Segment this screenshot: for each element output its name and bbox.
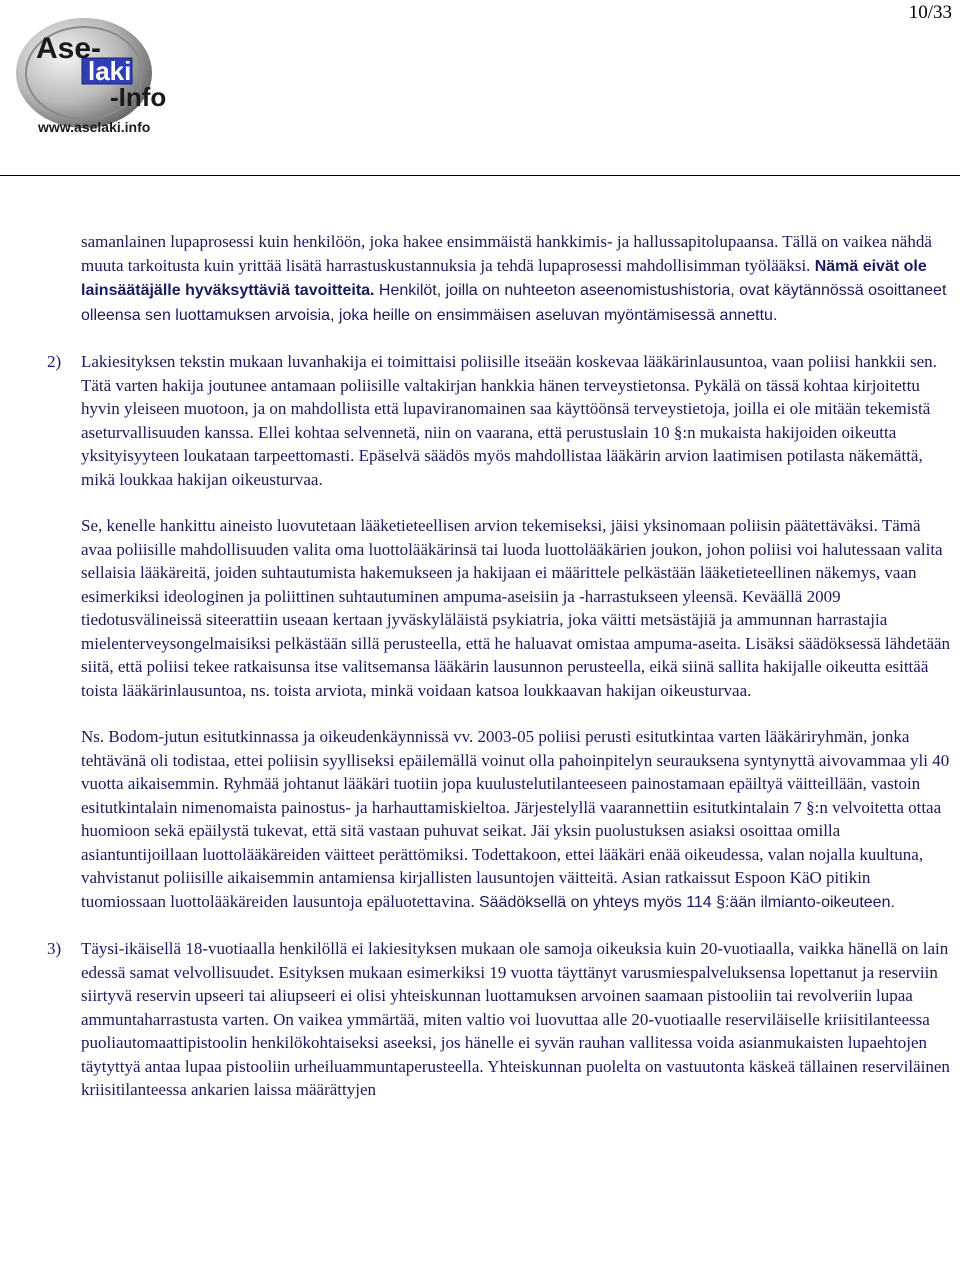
aselaki-info-logo: [14, 18, 194, 140]
logo-text-info: -Info: [110, 82, 167, 112]
page-number: 10/33: [908, 2, 952, 23]
list-item-2: [47, 350, 953, 491]
list-item-3-text: Täysi-ikäisellä 18-vuotiaalla henkilöllä ei lakiesityksen mukaan ole samoja oikeuksia kuin 20-vuotiaalla, vaikka hänellä on lain edessä samat velvollisuudet. Esityksen mukaan esimerkiksi 19 vuotta täyttänyt varusmiespalveluksensa lopettanut ja reserviin siirtyvä reservin upseeri tai aliupseeri ei olisi yhteiskunnan luottamuksen arvoinen saamaan pistooliin tai revolveriin lupaa ammuntaharrastusta varten. On vaikea ymmärtää, miten valtio voi luovuttaa alle 20-vuotiaalle reserviläiselle kriisitilanteessa puoliautomaattipistoolin henkilökohtaiseksi aseeksi, jos hänelle ei syvän rauhan vallitessa voida asianmukaisten lupaehtojen täytyttyä antaa lupaa pistooliin urheiluammuntaperusteella. Yhteiskunnan puolelta on vastuutonta käskeä tällainen reserviläinen kriisitilanteessa ankarien laissa määrättyjen: [81, 939, 950, 1099]
logo-text-url: www.aselaki.info: [38, 119, 151, 135]
list-item-2-text: Lakiesityksen tekstin mukaan luvanhakija ei toimittaisi poliisille itseään koskevaa lääkärinlausuntoa, vaan poliisi hankkii sen. Tätä varten hakija joutunee antamaan poliisille valtakirjan hankkia hänen terveystietonsa. Pykälä on tässä kohtaa kirjoitettu hyvin yleiseen muotoon, ja on mahdollista että lupaviranomainen saa käyttöönsä terveystietoja, joilla ei ole mitään tekemistä aseturvallisuuden kanssa. Ellei kohtaa selvennetä, niin on vaarana, että perustuslain 10 §:n mukaista hakijoiden oikeutta yksityisyyteen loukataan tarpeettomasti. Epäselvä säädös myös mahdollistaa lääkärin arvion laatimisen potilasta näkemättä, mikä loukkaa hakijan oikeusturvaa.: [81, 352, 937, 489]
logo-text-ase: Ase-: [36, 32, 102, 65]
list-item-3: [47, 937, 953, 1102]
paragraph-4-text-b: Säädöksellä on yhteys myös 114 §:ään ilmianto-oikeuteen.: [478, 893, 895, 911]
list-number-3: 3): [47, 939, 62, 958]
header-divider: [0, 175, 960, 176]
paragraph-1-text-c: Henkilöt, joilla on nuhteeton aseenomistushistoria, ovat käytännössä osoittaneet olleensa sen luottamuksen arvoisia, joka heille on ensimmäisen aseluvan myöntämisessä annettu.: [81, 282, 947, 324]
logo-text-laki: laki: [88, 56, 132, 86]
list-number-2: 2): [47, 352, 62, 371]
paragraph-4: [81, 725, 953, 914]
logo-graphic: [14, 18, 194, 140]
paragraph-4-text-a: Ns. Bodom-jutun esitutkinnassa ja oikeudenkäynnissä vv. 2003-05 poliisi perusti esitutkintaa varten lääkäriryhmän, jonka tehtävänä oli todistaa, ettei poliisin syylliseksi epäilemällä voinut olla pahoinpitelyn seurauksena syntynyttä aivovammaa yli 40 vuotta aikaisemmin. Ryhmää johtanut lääkäri tuotiin jopa kuulustelutilanteeseen painostamaan epäiltyä väitteillään, vastoin esitutkintalain nimenomaista painostus- ja harhauttamiskieltoa. Järjestelyllä vaarannettiin esitutkintalain 7 §:n velvoitetta ottaa huomioon sekä epäilystä tukevat, että sitä vastaan puhuvat seikat. Jäi yksin puolustuksen asiaksi osoittaa omilla asiantuntijoillaan luottolääkäreiden väitteet perättömiksi. Todettakoon, ettei lääkäri enää oikeudessa, valan nojalla kuultuna, vahvistanut poliisille aikaisemmin antamiensa kirjallisten lausuntojen väitteitä. Asian ratkaissut Espoon KäO pitikin tuomiossaan luottolääkäreiden lausuntoja epäluotettavina.: [81, 727, 950, 911]
paragraph-3: Se, kenelle hankittu aineisto luovutetaan lääketieteellisen arvion tekemiseksi, jäisi yksinomaan poliisin päätettäväksi. Tämä avaa poliisille mahdollisuuden valita oma luottolääkärinsä tai luoda luottolääkärien joukon, johon poliisi voi halutessaan valita sellaisia lääkäreitä, joiden suhtautumista hakemukseen ja hakijaan ei määrittele pelkästään lääketieteellinen näkemys, vaan esimerkiksi ideologinen ja poliittinen suhtautuminen ampuma-aseisiin ja -harrastukseen yleensä. Keväällä 2009 tiedotusvälineissä siteerattiin useaan kertaan jyväskyläläistä psykiatria, joka väitti metsästäjiä ja ammunnan harrastajia mielenterveysongelmaisiksi pelkästään sillä perusteella, että he haluavat omistaa ampuma-aseita. Lisäksi säädöksessä lähdetään siitä, että poliisi tekee ratkaisunsa itse valitsemansa lääkärin lausunnon perusteella, eikä siinä sallita hakijalle oikeutta esittää toista lääkärinlausuntoa, ns. toista arviota, minkä voidaan katsoa loukkaavan hakijan oikeusturvaa.: [81, 516, 951, 700]
document-body: [47, 230, 953, 1102]
paragraph-1-bold: Nämä eivät ole lainsäätäjälle hyväksyttäviä tavoitteita.: [81, 257, 927, 299]
paragraph-1: [81, 230, 953, 327]
paragraph-1-text-a: samanlainen lupaprosessi kuin henkilöön, joka hakee ensimmäistä hankkimis- ja hallussapitolupaansa. Tällä on vaikea nähdä muuta tarkoitusta kuin yrittää lisätä harrastuskustannuksia ja tehdä lupaprosessi mahdollisimman työlääksi.: [81, 232, 932, 275]
